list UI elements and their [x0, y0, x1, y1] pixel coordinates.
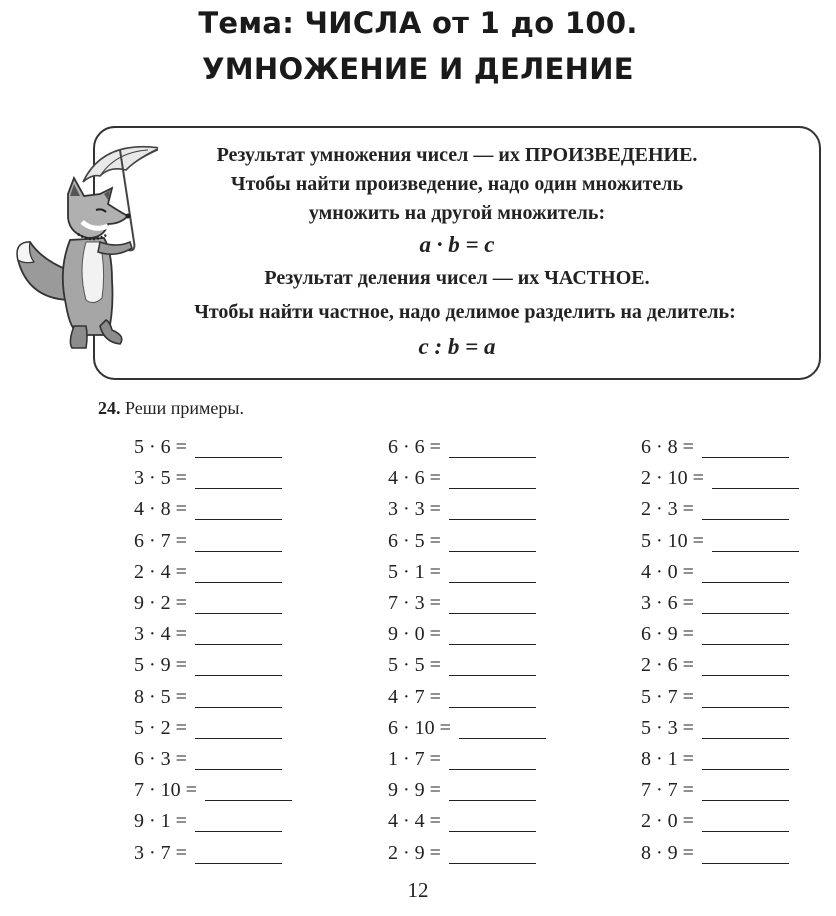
example-row	[388, 806, 546, 837]
example-row	[641, 806, 799, 837]
example-expression: 5 · 3 =	[641, 716, 694, 739]
example-expression: 5 · 5 =	[388, 654, 441, 677]
answer-blank[interactable]	[702, 687, 789, 708]
example-expression: 8 · 5 =	[134, 685, 187, 708]
answer-blank[interactable]	[702, 593, 789, 614]
answer-blank[interactable]	[449, 687, 536, 708]
example-expression: 3 · 5 =	[134, 467, 187, 490]
rule-line-1: Результат умножения чисел — их ПРОИЗВЕДЕНИЕ.	[216, 144, 698, 166]
example-row	[388, 682, 546, 713]
example-expression: 6 · 10 =	[388, 716, 451, 739]
example-expression: 9 · 1 =	[134, 810, 187, 833]
answer-blank[interactable]	[195, 687, 282, 708]
example-expression: 5 · 10 =	[641, 529, 704, 552]
answer-blank[interactable]	[449, 562, 536, 583]
answer-blank[interactable]	[195, 843, 282, 864]
answer-blank[interactable]	[195, 437, 282, 458]
example-row	[388, 775, 546, 806]
rule-line-3: умножить на другой множитель:	[308, 202, 606, 224]
example-row	[641, 713, 799, 744]
example-row	[388, 494, 546, 525]
answer-blank[interactable]	[702, 655, 789, 676]
answer-blank[interactable]	[195, 749, 282, 770]
example-expression: 1 · 7 =	[388, 747, 441, 770]
answer-blank[interactable]	[449, 468, 536, 489]
answer-blank[interactable]	[449, 780, 536, 801]
answer-blank[interactable]	[205, 780, 292, 801]
example-expression: 5 · 1 =	[388, 560, 441, 583]
example-expression: 7 · 10 =	[134, 779, 197, 802]
page-title-line-2: УМНОЖЕНИЕ И ДЕЛЕНИЕ	[202, 52, 634, 86]
example-expression: 4 · 7 =	[388, 685, 441, 708]
page-number: 12	[407, 878, 429, 902]
examples-column-2	[388, 432, 546, 869]
answer-blank[interactable]	[195, 499, 282, 520]
answer-blank[interactable]	[702, 843, 789, 864]
answer-blank[interactable]	[449, 624, 536, 645]
answer-blank[interactable]	[195, 562, 282, 583]
answer-blank[interactable]	[712, 468, 799, 489]
example-expression: 3 · 7 =	[134, 841, 187, 864]
example-expression: 9 · 0 =	[388, 623, 441, 646]
example-row	[641, 463, 799, 494]
answer-blank[interactable]	[702, 718, 789, 739]
example-expression: 3 · 3 =	[388, 498, 441, 521]
example-expression: 6 · 9 =	[641, 623, 694, 646]
rule-line-6: Чтобы найти частное, надо делимое разделить на делитель:	[194, 301, 736, 323]
answer-blank[interactable]	[702, 811, 789, 832]
answer-blank[interactable]	[449, 749, 536, 770]
example-row	[641, 526, 799, 557]
answer-blank[interactable]	[449, 437, 536, 458]
example-expression: 2 · 6 =	[641, 654, 694, 677]
example-expression: 6 · 7 =	[134, 529, 187, 552]
multiplication-formula: a · b = c	[419, 232, 495, 257]
example-expression: 9 · 9 =	[388, 779, 441, 802]
example-row	[134, 432, 292, 463]
answer-blank[interactable]	[195, 811, 282, 832]
example-expression: 2 · 4 =	[134, 560, 187, 583]
example-expression: 3 · 6 =	[641, 592, 694, 615]
rule-line-2: Чтобы найти произведение, надо один множитель	[230, 173, 684, 195]
example-row	[134, 682, 292, 713]
example-row	[641, 744, 799, 775]
example-expression: 4 · 0 =	[641, 560, 694, 583]
example-expression: 4 · 6 =	[388, 467, 441, 490]
example-row	[134, 463, 292, 494]
division-formula: c : b = a	[418, 334, 496, 359]
page-title-line-1: Тема: ЧИСЛА от 1 до 100.	[198, 6, 638, 40]
answer-blank[interactable]	[449, 811, 536, 832]
example-row	[641, 619, 799, 650]
example-expression: 6 · 8 =	[641, 436, 694, 459]
example-row	[134, 775, 292, 806]
answer-blank[interactable]	[702, 437, 789, 458]
example-row	[388, 588, 546, 619]
example-row	[641, 557, 799, 588]
example-expression: 3 · 4 =	[134, 623, 187, 646]
rule-line-5: Результат деления чисел — их ЧАСТНОЕ.	[264, 267, 650, 289]
examples-column-3	[641, 432, 799, 869]
task-number: 24.	[98, 398, 121, 418]
example-row	[388, 744, 546, 775]
example-row	[388, 713, 546, 744]
example-row	[134, 619, 292, 650]
answer-blank[interactable]	[449, 531, 536, 552]
example-row	[388, 619, 546, 650]
example-row	[134, 588, 292, 619]
task-header	[98, 398, 244, 419]
answer-blank[interactable]	[195, 718, 282, 739]
example-row	[641, 837, 799, 868]
example-expression: 6 · 3 =	[134, 747, 187, 770]
example-expression: 9 · 2 =	[134, 592, 187, 615]
example-expression: 2 · 0 =	[641, 810, 694, 833]
example-row	[641, 650, 799, 681]
example-row	[641, 494, 799, 525]
examples-column-1	[134, 432, 292, 869]
example-expression: 2 · 9 =	[388, 841, 441, 864]
example-row	[388, 557, 546, 588]
answer-blank[interactable]	[195, 593, 282, 614]
answer-blank[interactable]	[195, 468, 282, 489]
example-expression: 6 · 5 =	[388, 529, 441, 552]
example-row	[641, 775, 799, 806]
example-row	[134, 837, 292, 868]
example-row	[134, 650, 292, 681]
example-row	[134, 557, 292, 588]
example-row	[134, 806, 292, 837]
example-expression: 8 · 9 =	[641, 841, 694, 864]
example-expression: 7 · 7 =	[641, 779, 694, 802]
answer-blank[interactable]	[449, 843, 536, 864]
example-expression: 4 · 8 =	[134, 498, 187, 521]
answer-blank[interactable]	[702, 499, 789, 520]
answer-blank[interactable]	[702, 562, 789, 583]
example-row	[388, 432, 546, 463]
answer-blank[interactable]	[712, 531, 799, 552]
answer-blank[interactable]	[195, 655, 282, 676]
example-row	[388, 526, 546, 557]
answer-blank[interactable]	[449, 593, 536, 614]
example-row	[388, 650, 546, 681]
example-expression: 5 · 7 =	[641, 685, 694, 708]
answer-blank[interactable]	[449, 655, 536, 676]
example-expression: 8 · 1 =	[641, 747, 694, 770]
answer-blank[interactable]	[702, 780, 789, 801]
example-row	[134, 494, 292, 525]
answer-blank[interactable]	[195, 531, 282, 552]
answer-blank[interactable]	[702, 749, 789, 770]
example-row	[641, 432, 799, 463]
task-instruction: Реши примеры.	[125, 398, 244, 418]
example-row	[641, 588, 799, 619]
example-row	[134, 526, 292, 557]
example-expression: 4 · 4 =	[388, 810, 441, 833]
example-row	[388, 463, 546, 494]
answer-blank[interactable]	[195, 624, 282, 645]
example-expression: 6 · 6 =	[388, 436, 441, 459]
answer-blank[interactable]	[702, 624, 789, 645]
example-row	[134, 744, 292, 775]
example-expression: 5 · 2 =	[134, 716, 187, 739]
example-row	[641, 682, 799, 713]
answer-blank[interactable]	[449, 499, 536, 520]
example-expression: 5 · 6 =	[134, 436, 187, 459]
answer-blank[interactable]	[459, 718, 546, 739]
example-expression: 5 · 9 =	[134, 654, 187, 677]
example-row	[134, 713, 292, 744]
example-expression: 7 · 3 =	[388, 592, 441, 615]
example-expression: 2 · 10 =	[641, 467, 704, 490]
example-expression: 2 · 3 =	[641, 498, 694, 521]
example-row	[388, 837, 546, 868]
